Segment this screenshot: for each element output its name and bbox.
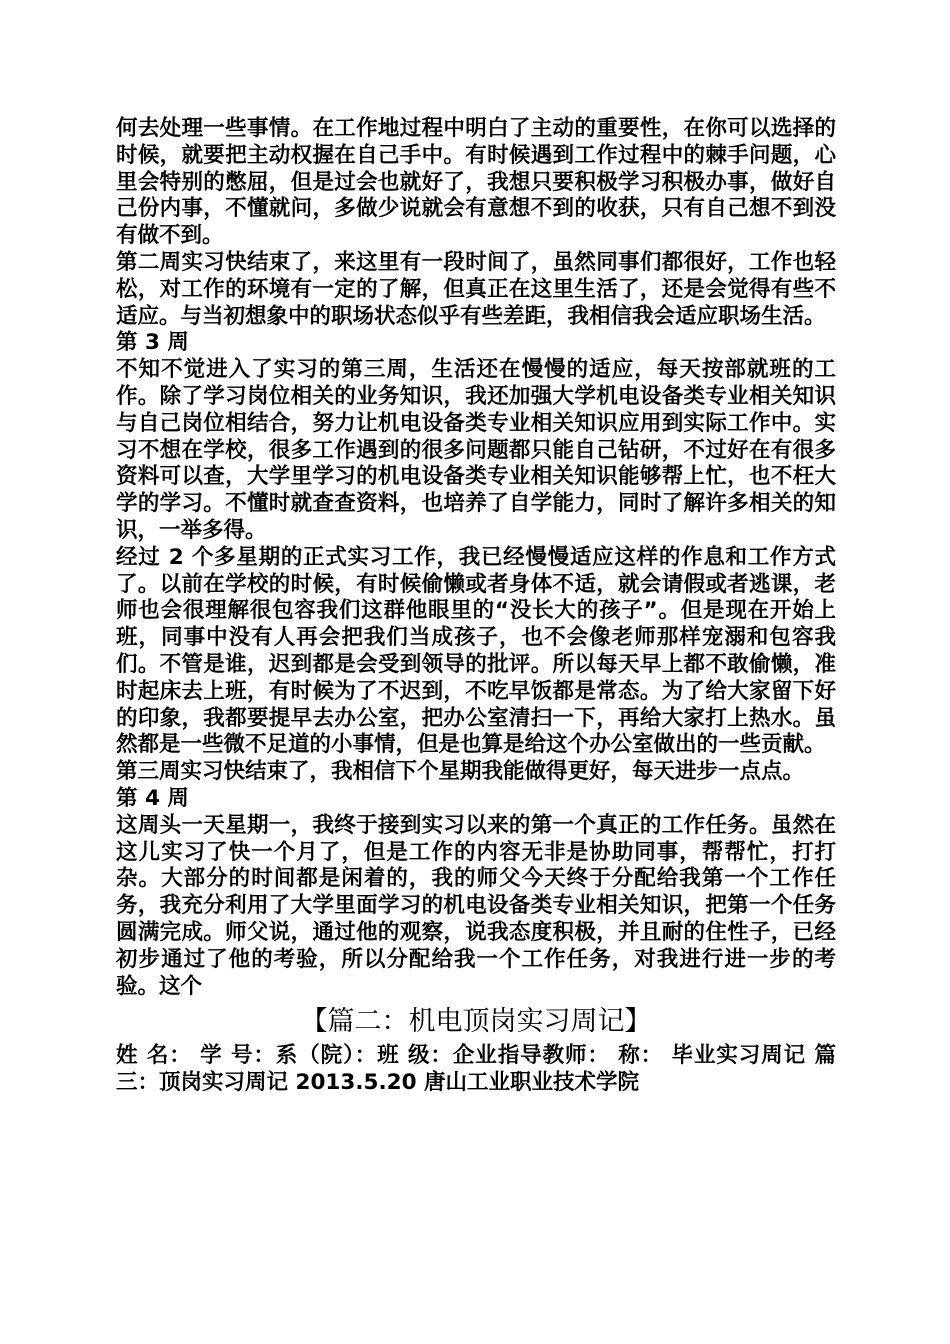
- section-heading: 【篇二：机电顶岗实习周记】: [300, 1006, 652, 1038]
- document-body: [116, 116, 836, 1096]
- week-3-heading: 第 3 周: [116, 330, 189, 356]
- paragraph-week2-reflection: 何去处理一些事情。在工作地过程中明白了主动的重要性，在你可以选择的时候，就要把主动权握在自己手中。有时候遇到工作过程中的棘手问题，心里会特别的憋屈，但是过会也就好了，我想只要积极学习积极办事，做好自己份内事，不懂就问，多做少说就会有意想不到的收获，只有自己想不到没有做不到。: [116, 116, 836, 249]
- week-4-heading: 第 4 周: [116, 785, 189, 811]
- paragraph-week4-task: 这周头一天星期一，我终于接到实习以来的第一个真正的工作任务。虽然在这儿实习了快一个月了，但是工作的内容无非是协助同事，帮帮忙，打打杂。大部分的时间都是闲着的，我的师父今天终于分配给我第一个工作任务，我充分利用了大学里面学习的机电设备类专业相关知识，把第一个任务圆满完成。师父说，通过他的观察，说我态度积极，并且耐的住性子，已经初步通过了他的考验，所以分配给我一个工作任务，对我进行进一步的考验。这个: [116, 812, 836, 999]
- paragraph-week3-summary: 第三周实习快结束了，我相信下个星期我能做得更好，每天进步一点点。: [116, 759, 805, 785]
- paragraph-week2-summary: 第二周实习快结束了，来这里有一段时间了，虽然同事们都很好，工作也轻松，对工作的环境有一定的了解，但真正在这里生活了，还是会觉得有些不适应。与当初想象中的职场状态似乎有些差距，我相信我会适应职场生活。: [116, 249, 836, 329]
- paragraph-week3-adaptation: 经过 2 个多星期的正式实习工作，我已经慢慢适应这样的作息和工作方式了。以前在学校的时候，有时候偷懒或者身体不适，就会请假或者逃课，老师也会很理解很包容我们这群他眼里的“没长大的孩子”。但是现在开始上班，同事中没有人再会把我们当成孩子，也不会像老师那样宠溺和包容我们。不管是谁，迟到都是会受到领导的批评。所以每天早上都不敢偷懒，准时起床去上班，有时候为了不迟到，不吃早饭都是常态。为了给大家留下好的印象，我都要提早去办公室，把办公室清扫一下，再给大家打上热水。虽然都是一些微不足道的小事情，但是也算是给这个办公室做出的一些贡献。: [116, 544, 836, 758]
- paragraph-week3-study: 不知不觉进入了实习的第三周，生活还在慢慢的适应，每天按部就班的工作。除了学习岗位相关的业务知识，我还加强大学机电设备类专业相关知识与自己岗位相结合，努力让机电设备类专业相关知识应用到实际工作中。实习不想在学校，很多工作遇到的很多问题都只能自己钻研，不过好在有很多资料可以查，大学里学习的机电设备类专业相关知识能够帮上忙，也不枉大学的学习。不懂时就查查资料，也培养了自学能力，同时了解许多相关的知识，一举多得。: [116, 357, 836, 543]
- document-meta-line: 姓 名： 学 号：系（院）：班 级：企业指导教师： 称： 毕业实习周记 篇三：顶岗实习周记 2013.5.20 唐山工业职业技术学院: [116, 1043, 836, 1096]
